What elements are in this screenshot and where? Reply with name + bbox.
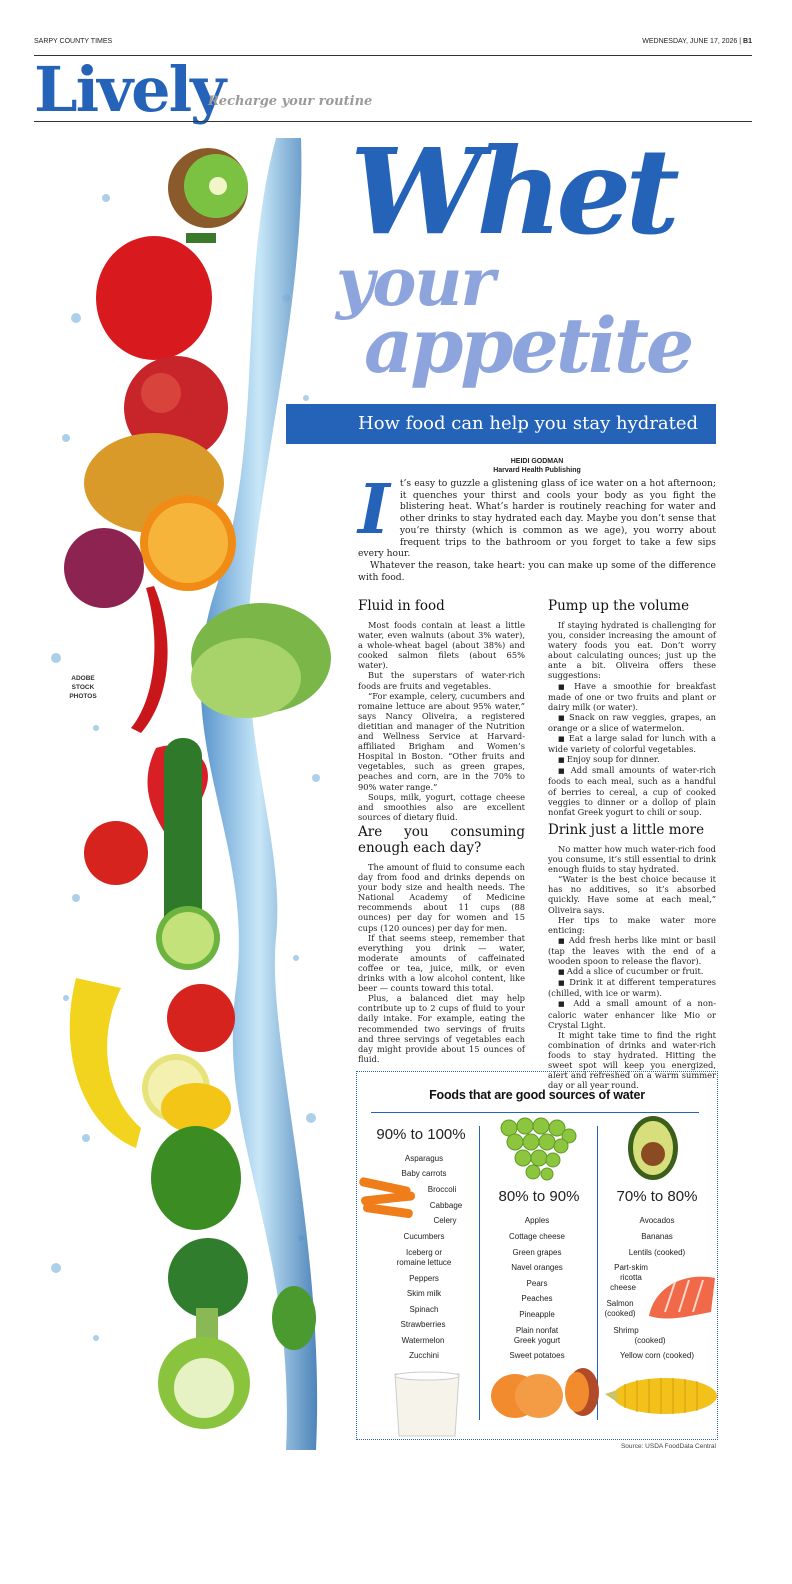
byline-author: HEIDI GODMAN — [510, 458, 564, 465]
food-item: Shrimp — [613, 1326, 639, 1335]
body-paragraph: But the superstars of water-rich foods are fruits and vegetables. — [358, 670, 525, 691]
section-heading: Fluid in food — [358, 598, 445, 614]
food-item: romaine lettuce — [396, 1258, 452, 1267]
food-item: Skim milk — [406, 1289, 442, 1298]
baby-carrots-image — [357, 1176, 421, 1222]
photo-credit-line: STOCK — [71, 684, 95, 691]
tip-item: ■ Add a small amount of a non-caloric water enhancer like Mio or Crystal Light. — [548, 998, 716, 1029]
section-heading: Drink just a little more — [548, 822, 705, 838]
drop-cap: I — [358, 470, 390, 550]
food-item: Part-skim — [614, 1263, 648, 1272]
food-item: Bananas — [641, 1232, 673, 1241]
food-item: Iceberg or — [405, 1248, 443, 1257]
body-paragraph: Plus, a balanced diet may help contribute up to 2 cups of fluid to your daily intake. For example, eating the recommended two servings of fruits and three servings of vegetables each day might provide about 15 ounces of fluid. — [358, 993, 525, 1064]
green-grapes-image — [495, 1114, 581, 1184]
food-item: Watermelon — [401, 1336, 445, 1345]
issue-date: WEDNESDAY, JUNE 17, 2026 — [642, 38, 738, 45]
food-item: Strawberries — [400, 1320, 446, 1329]
tip-item: ■ Add fresh herbs like mint or basil (tap the leaves with the end of a wooden spoon to release the flavor). — [548, 935, 716, 966]
tip-item: ■ Have a smoothie for breakfast made of one or two fruits and plant or dairy milk (or water). — [548, 681, 716, 712]
section-drink-a-little-more — [548, 822, 716, 1090]
food-item: Avocados — [639, 1216, 675, 1225]
food-item: Celery — [433, 1216, 457, 1225]
food-item: Cucumbers — [403, 1232, 445, 1241]
yellow-corn-image — [605, 1374, 717, 1418]
byline-organization: Harvard Health Publishing — [493, 466, 581, 474]
body-paragraph: The amount of fluid to consume each day from food and drinks depends on your body size and health needs. The National Academy of Medicine recommends about 11 cups (88 ounces) per day for women and 15 cups (120 ounces) per day for men. — [358, 862, 525, 933]
food-item: (cooked) — [604, 1309, 636, 1318]
photo-credit-line: PHOTOS — [69, 693, 97, 700]
headline-line-2: your — [336, 243, 494, 321]
body-paragraph: If that seems steep, remember that everything you drink — water, moderate amounts of caffeinated coffee or tea, juice, milk, or even drinks with a low alcohol content, like beer — counts toward this total. — [358, 932, 525, 994]
byline — [358, 458, 716, 475]
tip-item: ■ Add a slice of cucumber or fruit. — [548, 966, 716, 977]
headline-deck: How food can help you stay hydrated — [286, 404, 716, 444]
food-item: (cooked) — [634, 1336, 666, 1345]
column-divider — [479, 1126, 480, 1420]
food-item: Asparagus — [404, 1154, 444, 1163]
food-item: Peppers — [409, 1274, 439, 1283]
section-heading: Are you consuming enough each day? — [358, 824, 525, 856]
glass-of-milk-image — [391, 1370, 463, 1438]
body-paragraph: Most foods contain at least a little water, even walnuts (about 3% water), a whole-wheat bagel (about 38%) and cooked salmon filets (about 65% water). — [358, 620, 525, 671]
lead-paragraph: t’s easy to guzzle a glistening glass of ice water on a hot afternoon; it quenches your thirst and cools your body as you fight the blistering heat. What’s harder is routinely reaching for water and other drinks to stay hydrated each day. Maybe you don’t sense that you’re thirsty (which is common as we age), you worry about frequent trips to the bathroom or you forget to take a few sips every hour. — [358, 478, 716, 560]
food-item: Cottage cheese — [508, 1232, 566, 1241]
tip-item: ■ Add small amounts of water-rich foods to each meal, such as a handful of berries to cereal, a cup of cooked veggies to dinner or a dollop of plain nonfat Greek yogurt to chili or soup. — [548, 765, 716, 816]
fruit-water-splash-photo — [36, 138, 336, 1450]
infographic-source: Source: USDA FoodData Central — [620, 1443, 716, 1450]
headline-line-1: Whet — [350, 122, 674, 261]
food-item: Baby carrots — [401, 1169, 447, 1178]
food-item: Greek yogurt — [513, 1336, 561, 1345]
tip-item: ■ Snack on raw veggies, grapes, an orange or a slice of watermelon. — [548, 712, 716, 733]
food-item: Plain nonfat — [515, 1326, 559, 1335]
food-item: Sweet potatoes — [509, 1351, 565, 1360]
water-foods-infographic — [356, 1071, 718, 1440]
section-title: Lively — [34, 53, 225, 126]
range-label-70-80: 70% to 80% — [616, 1188, 698, 1205]
body-paragraph: If staying hydrated is challenging for you, consider increasing the amount of watery foods you eat. Don’t worry about calculating ounces; just up the ante a bit. Oliveira offers these suggestions: — [548, 620, 716, 681]
tip-item: ■ Enjoy soup for dinner. — [548, 754, 716, 765]
section-pump-up-the-volume — [548, 598, 716, 817]
header-separator: | — [739, 38, 742, 45]
section-consuming-enough — [358, 824, 525, 1064]
food-item: ricotta — [620, 1273, 642, 1282]
tip-item: ■ Drink it at different temperatures (chilled, with ice or warm). — [548, 977, 716, 998]
range-label-80-90: 80% to 90% — [498, 1188, 580, 1205]
food-item: Spinach — [409, 1305, 439, 1314]
food-item: Salmon — [606, 1299, 634, 1308]
food-item: cheese — [610, 1283, 636, 1292]
food-item: Lentils (cooked) — [628, 1248, 686, 1257]
range-label-90-100: 90% to 100% — [376, 1126, 466, 1143]
avocado-image — [625, 1106, 681, 1182]
sweet-potatoes-image — [489, 1368, 599, 1422]
body-paragraph: It might take time to find the right combination of drinks and water-rich foods to stay hydrated. Hitting the sweet spot will keep you energized, alert and refreshed on a warm summer day or all year round. — [548, 1029, 716, 1091]
food-item: Pineapple — [519, 1310, 555, 1319]
body-paragraph: “Water is the best choice because it has no additives, so it’s absorbed quickly. Have some at each meal,” Oliveira says. — [548, 874, 716, 915]
page-number: B1 — [743, 38, 752, 45]
photo-credit — [60, 674, 106, 701]
section-heading: Pump up the volume — [548, 598, 690, 614]
body-paragraph: Soups, milk, yogurt, cottage cheese and smoothies also are excellent sources of dietary fluid. — [358, 791, 525, 822]
page-header — [34, 38, 752, 50]
salmon-fillet-image — [645, 1272, 717, 1324]
food-item: Pears — [526, 1279, 548, 1288]
food-item: Apples — [524, 1216, 550, 1225]
food-item: Zucchini — [409, 1351, 439, 1360]
photo-credit-line: ADOBE — [71, 675, 95, 682]
section-tagline: Recharge your routine — [208, 94, 373, 109]
food-item: Navel oranges — [511, 1263, 563, 1272]
food-item: Cabbage — [429, 1201, 463, 1210]
food-item: Green grapes — [512, 1248, 562, 1257]
section-fluid-in-food — [358, 598, 525, 822]
headline-line-3: appetite — [364, 301, 692, 390]
body-paragraph: Her tips to make water more enticing: — [548, 914, 716, 935]
body-paragraph: “For example, celery, cucumbers and romaine lettuce are about 95% water,” says Nancy Oliveira, a registered dietitian and manager of the Nutrition and Wellness Service at Harvard-affiliated Brigham and Women’s Hospital in Boston. “Other fruits and vegetables, such as green grapes, peaches and corn, are in the 70% to 90% water range.” — [358, 690, 525, 792]
page-date-line — [642, 38, 752, 45]
body-paragraph: No matter how much water-rich food you consume, it’s still essential to drink enough fluids to stay hydrated. — [548, 844, 716, 875]
lead-paragraph: Whatever the reason, take heart: you can make up some of the difference with food. — [358, 559, 716, 583]
newspaper-name: SARPY COUNTY TIMES — [34, 38, 113, 45]
tip-item: ■ Eat a large salad for lunch with a wide variety of colorful vegetables. — [548, 733, 716, 754]
food-item: Peaches — [521, 1294, 553, 1303]
infographic-title: Foods that are good sources of water — [429, 1088, 645, 1102]
food-item: Broccoli — [427, 1185, 457, 1194]
food-item: Yellow corn (cooked) — [620, 1351, 694, 1360]
